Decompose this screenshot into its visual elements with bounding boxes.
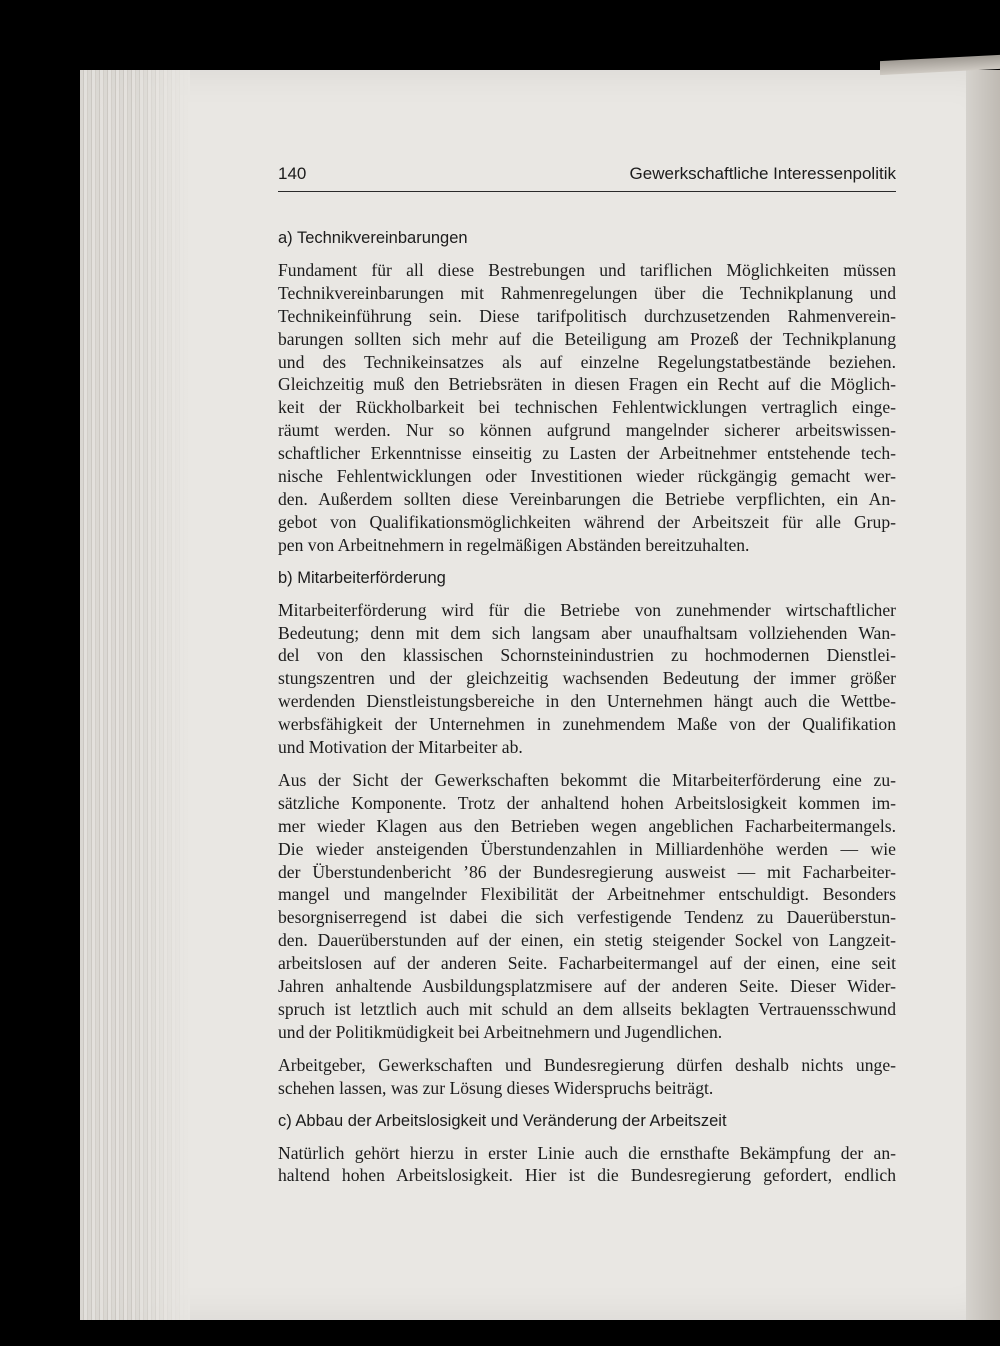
text-line: nische Fehlentwicklungen oder Investitionen wieder rückgängig gemacht wer- — [278, 466, 896, 487]
text-line: mangel und mangelnder Flexibilität der Arbeitnehmer entschuldigt. Besonders — [278, 884, 896, 905]
text-line: barungen sollten sich mehr auf die Beteiligung am Prozeß der Technikplanung — [278, 328, 896, 349]
text-line: und Motivation der Mitarbeiter ab. — [278, 737, 523, 758]
text-line: Die wieder ansteigenden Überstundenzahlen in Milliardenhöhe werden — wie — [278, 838, 896, 859]
text-line: arbeitslosen auf der anderen Seite. Facharbeitermangel auf der einen, eine seit — [278, 953, 896, 974]
text-line: Arbeitgeber, Gewerkschaften und Bundesregierung dürfen deshalb nichts unge- — [278, 1054, 896, 1075]
text-line: Mitarbeiterförderung wird für die Betriebe von zunehmender wirtschaftlicher — [278, 599, 896, 620]
page-right-edge — [966, 70, 1000, 1320]
text-line: Aus der Sicht der Gewerkschaften bekommt die Mitarbeiterförderung eine zu- — [278, 769, 896, 790]
section-heading-b: b) Mitarbeiterförderung — [278, 568, 446, 587]
text-line: pen von Arbeitnehmern in regelmäßigen Abständen bereitzuhalten. — [278, 534, 750, 555]
text-line: Technikeinführung sein. Diese tarifpolitisch durchzusetzenden Rahmenverein- — [278, 305, 896, 326]
text-line: Jahren anhaltende Ausbildungsplatzmisere auf der anderen Seite. Dieser Wider- — [278, 976, 896, 997]
text-line: schaftlicher Erkenntnisse einseitig zu Lasten der Arbeitnehmer entstehende tech- — [278, 443, 896, 464]
text-line: räumt werden. Nur so können aufgrund mangelnder sicherer arbeitswissen- — [278, 420, 896, 441]
text-line: und des Technikeinsatzes als auf einzelne Regelungstatbestände beziehen. — [278, 351, 896, 372]
text-line: besorgniserregend ist dabei die sich verfestigende Tendenz zu Dauerüberstun- — [278, 907, 896, 928]
section-b-paragraph-1 — [278, 599, 896, 759]
text-line: der Überstundenbericht ’86 der Bundesregierung ausweist — mit Facharbeiter- — [278, 861, 896, 882]
text-line: sätzliche Komponente. Trotz der anhaltend hohen Arbeitslosigkeit kommen im- — [278, 792, 896, 813]
text-line: schehen lassen, was zur Lösung dieses Widerspruchs beiträgt. — [278, 1077, 714, 1098]
text-line: und der Politikmüdigkeit bei Arbeitnehmern und Jugendlichen. — [278, 1021, 723, 1042]
text-line: spruch ist letztlich auch mit schuld an dem allseits beklagten Vertrauensschwund — [278, 999, 896, 1019]
section-a-paragraph-1 — [278, 259, 896, 557]
text-line: Bedeutung; denn mit dem sich langsam aber unaufhaltsam vollziehenden Wan- — [278, 622, 896, 643]
section-b-paragraph-2 — [278, 769, 896, 1044]
running-header — [278, 163, 896, 192]
page-number: 140 — [278, 164, 307, 183]
text-line: Gleichzeitig muß den Betriebsräten in diesen Fragen ein Recht auf die Möglich- — [278, 374, 896, 395]
text-line: del von den klassischen Schornsteinindustrien zu hochmodernen Dienstlei- — [278, 645, 896, 666]
text-line: Fundament für all diese Bestrebungen und tariflichen Möglichkeiten müssen — [278, 259, 896, 280]
text-line: den. Dauerüberstunden auf der einen, ein stetig steigender Sockel von Langzeit- — [278, 930, 896, 951]
text-line: den. Außerdem sollten diese Vereinbarungen die Betriebe verpflichten, ein An- — [278, 488, 896, 509]
text-line: werdenden Dienstleistungsbereiche in den Unternehmen hängt auch die Wettbe- — [278, 691, 896, 712]
text-line: keit der Rückholbarkeit bei technischen Fehlentwicklungen vertraglich einge- — [278, 397, 896, 418]
section-b-paragraph-3 — [278, 1054, 896, 1100]
text-line: gebot von Qualifikationsmöglichkeiten während der Arbeitszeit für alle Grup- — [278, 511, 896, 532]
text-block — [278, 163, 896, 1187]
text-line: haltend hohen Arbeitslosigkeit. Hier ist die Bundesregierung gefordert, endlich — [278, 1165, 896, 1186]
page-stack-edges — [80, 70, 190, 1320]
text-line: werbsfähigkeit der Unternehmen in zunehmendem Maße von der Qualifikation — [278, 714, 896, 735]
text-line: Technikvereinbarungen mit Rahmenregelungen über die Technikplanung und — [278, 282, 896, 303]
section-c-paragraph-1 — [278, 1142, 896, 1188]
running-title: Gewerkschaftliche Interessenpolitik — [629, 164, 896, 183]
text-line: Natürlich gehört hierzu in erster Linie auch die ernsthafte Bekämpfung der an- — [278, 1142, 896, 1163]
text-line: stungszentren und der gleichzeitig wachsenden Bedeutung der immer größer — [278, 668, 896, 689]
section-heading-c: c) Abbau der Arbeitslosigkeit und Veränderung der Arbeitszeit — [278, 1111, 727, 1130]
text-line: mer wieder Klagen aus den Betrieben wegen angeblichen Facharbeitermangels. — [278, 815, 896, 836]
section-heading-a: a) Technikvereinbarungen — [278, 229, 468, 247]
